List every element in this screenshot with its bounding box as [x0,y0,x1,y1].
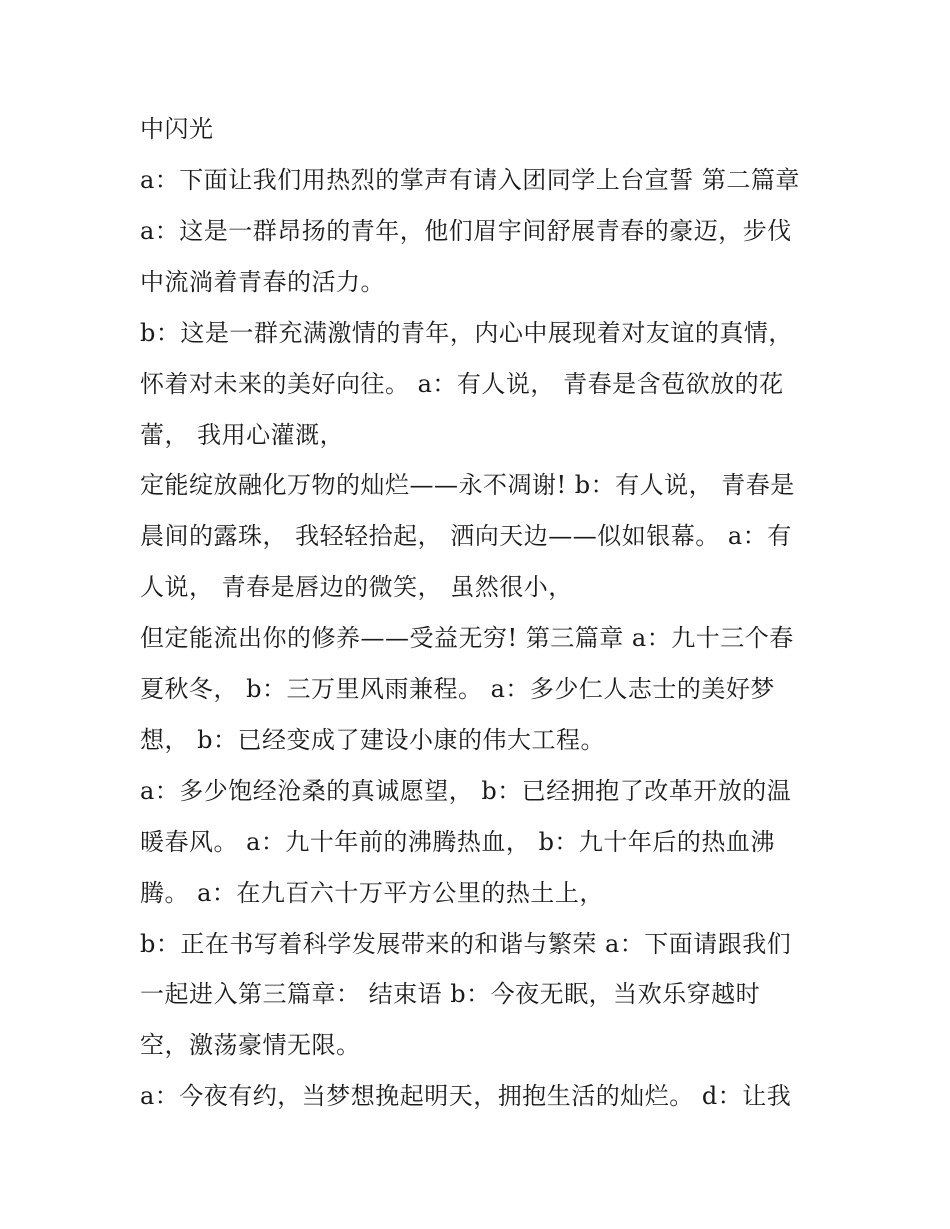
text-line: 暖春风。 a：九十年前的沸腾热血， b：九十年后的热血沸 [140,828,775,856]
text-line: a：下面让我们用热烈的掌声有请入团同学上台宣誓 第二篇章 [140,166,800,194]
text-line: a：多少饱经沧桑的真诚愿望， b：已经拥抱了改革开放的温 [140,777,792,805]
text-line: 空，激荡豪情无限。 [140,1031,361,1059]
text-line: 一起进入第三篇章： 结束语 b：今夜无眠，当欢乐穿越时 [140,980,761,1008]
text-line: 夏秋冬， b：三万里风雨兼程。 a：多少仁人志士的美好梦 [140,675,775,703]
text-line: 中闪光 [140,115,214,143]
text-line: 蕾， 我用心灌溉， [140,421,345,449]
text-line: 腾。 a：在九百六十万平方公里的热土上， [140,879,604,907]
text-line: 怀着对未来的美好向往。 a：有人说， 青春是含苞欲放的花 [140,370,784,398]
text-line: a：这是一群昂扬的青年，他们眉宇间舒展青春的豪迈，步伐 [140,217,792,245]
text-line: 中流淌着青春的活力。 [140,268,385,296]
text-line: b：正在书写着科学发展带来的和谐与繁荣 a：下面请跟我们 [140,930,792,958]
text-line: 但定能流出你的修养——受益无穷! 第三篇章 a：九十三个春 [140,624,794,652]
text-line: b：这是一群充满激情的青年，内心中展现着对友谊的真情， [140,319,793,347]
text-line: 定能绽放融化万物的灿烂——永不凋谢! b：有人说， 青春是 [140,471,795,499]
text-line: 想， b：已经变成了建设小康的伟大工程。 [140,726,605,754]
text-line: 人说， 青春是唇边的微笑， 虽然很小， [140,573,573,601]
text-line: 晨间的露珠， 我轻轻拾起， 洒向天边——似如银幕。 a：有 [140,522,792,550]
text-line: a：今夜有约，当梦想挽起明天，拥抱生活的灿烂。 d：让我 [140,1082,792,1110]
